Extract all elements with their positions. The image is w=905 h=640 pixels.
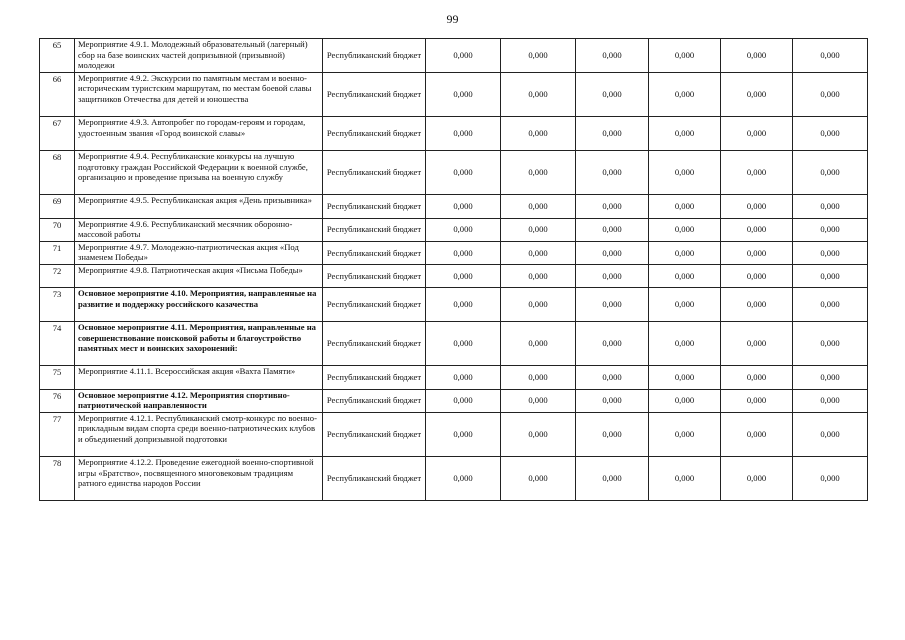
budget-value: 0,000 — [426, 457, 501, 501]
funding-source: Республиканский бюджет — [323, 195, 426, 218]
budget-value: 0,000 — [649, 321, 721, 365]
activity-name: Мероприятие 4.12.2. Проведение ежегодной военно-спортивной игры «Братство», посвященного многовековым традициям ратного единства народов России — [75, 457, 323, 501]
budget-value: 0,000 — [501, 457, 576, 501]
budget-value: 0,000 — [793, 72, 868, 116]
activity-name: Мероприятие 4.9.4. Республиканские конкурсы на лучшую подготовку граждан Российской Федерации к военной службе, организацию и проведение призыва на военную службу — [75, 150, 323, 194]
page-number: 99 — [446, 12, 459, 26]
table-row — [40, 195, 868, 218]
table-row — [40, 288, 868, 322]
row-number: 72 — [40, 264, 75, 287]
budget-value: 0,000 — [501, 366, 576, 389]
budget-value: 0,000 — [721, 366, 793, 389]
table-row — [40, 72, 868, 116]
budget-value: 0,000 — [649, 412, 721, 456]
budget-value: 0,000 — [426, 288, 501, 322]
budget-value: 0,000 — [576, 218, 649, 241]
budget-value: 0,000 — [649, 195, 721, 218]
budget-value: 0,000 — [576, 288, 649, 322]
activity-name: Основное мероприятие 4.11. Мероприятия, направленные на совершенствование поисковой работы и благоустройство памятных мест и воинских захоронений: — [75, 321, 323, 365]
budget-value: 0,000 — [793, 366, 868, 389]
budget-value: 0,000 — [649, 389, 721, 412]
row-number: 67 — [40, 117, 75, 151]
activity-name: Мероприятие 4.9.1. Молодежный образовательный (лагерный) сбор на базе воинских частей допризывной (призывной) молодежи — [75, 39, 323, 73]
budget-value: 0,000 — [649, 39, 721, 73]
budget-value: 0,000 — [721, 195, 793, 218]
funding-source: Республиканский бюджет — [323, 457, 426, 501]
budget-value: 0,000 — [576, 412, 649, 456]
budget-value: 0,000 — [501, 39, 576, 73]
budget-value: 0,000 — [576, 117, 649, 151]
budget-value: 0,000 — [793, 117, 868, 151]
activity-name: Основное мероприятие 4.12. Мероприятия спортивно-патриотической направленности — [75, 389, 323, 412]
row-number: 70 — [40, 218, 75, 241]
budget-value: 0,000 — [721, 241, 793, 264]
budget-value: 0,000 — [793, 39, 868, 73]
budget-value: 0,000 — [501, 264, 576, 287]
budget-value: 0,000 — [721, 117, 793, 151]
budget-value: 0,000 — [501, 117, 576, 151]
table-row — [40, 218, 868, 241]
row-number: 77 — [40, 412, 75, 456]
budget-value: 0,000 — [721, 218, 793, 241]
budget-value: 0,000 — [721, 389, 793, 412]
table-row — [40, 457, 868, 501]
budget-value: 0,000 — [576, 366, 649, 389]
table-row — [40, 321, 868, 365]
row-number: 68 — [40, 150, 75, 194]
budget-value: 0,000 — [576, 389, 649, 412]
budget-value: 0,000 — [426, 321, 501, 365]
table-row — [40, 39, 868, 73]
budget-value: 0,000 — [426, 218, 501, 241]
budget-value: 0,000 — [793, 412, 868, 456]
budget-value: 0,000 — [576, 72, 649, 116]
budget-value: 0,000 — [576, 241, 649, 264]
budget-value: 0,000 — [793, 195, 868, 218]
funding-source: Республиканский бюджет — [323, 264, 426, 287]
budget-value: 0,000 — [426, 264, 501, 287]
budget-value: 0,000 — [649, 241, 721, 264]
budget-value: 0,000 — [426, 241, 501, 264]
budget-value: 0,000 — [426, 72, 501, 116]
budget-value: 0,000 — [501, 150, 576, 194]
table-row — [40, 264, 868, 287]
budget-value: 0,000 — [576, 195, 649, 218]
funding-source: Республиканский бюджет — [323, 389, 426, 412]
budget-value: 0,000 — [721, 39, 793, 73]
budget-value: 0,000 — [721, 264, 793, 287]
activity-name: Мероприятие 4.11.1. Всероссийская акция «Вахта Памяти» — [75, 366, 323, 389]
table-row — [40, 412, 868, 456]
budget-value: 0,000 — [576, 264, 649, 287]
activity-name: Мероприятие 4.9.6. Республиканский месячник оборонно-массовой работы — [75, 218, 323, 241]
row-number: 69 — [40, 195, 75, 218]
budget-value: 0,000 — [576, 457, 649, 501]
budget-table — [39, 38, 868, 501]
activity-name: Мероприятие 4.9.8. Патриотическая акция «Письма Победы» — [75, 264, 323, 287]
budget-value: 0,000 — [426, 195, 501, 218]
budget-value: 0,000 — [721, 288, 793, 322]
row-number: 78 — [40, 457, 75, 501]
budget-value: 0,000 — [649, 264, 721, 287]
funding-source: Республиканский бюджет — [323, 288, 426, 322]
budget-value: 0,000 — [721, 412, 793, 456]
activity-name: Основное мероприятие 4.10. Мероприятия, направленные на развитие и поддержку российского казачества — [75, 288, 323, 322]
budget-value: 0,000 — [501, 195, 576, 218]
budget-value: 0,000 — [426, 366, 501, 389]
row-number: 75 — [40, 366, 75, 389]
row-number: 74 — [40, 321, 75, 365]
budget-value: 0,000 — [576, 150, 649, 194]
budget-value: 0,000 — [793, 321, 868, 365]
budget-value: 0,000 — [426, 389, 501, 412]
table-row — [40, 117, 868, 151]
budget-value: 0,000 — [793, 218, 868, 241]
budget-value: 0,000 — [649, 72, 721, 116]
table-row — [40, 241, 868, 264]
row-number: 66 — [40, 72, 75, 116]
budget-value: 0,000 — [426, 150, 501, 194]
budget-value: 0,000 — [501, 412, 576, 456]
budget-value: 0,000 — [501, 241, 576, 264]
budget-value: 0,000 — [649, 218, 721, 241]
budget-value: 0,000 — [501, 389, 576, 412]
funding-source: Республиканский бюджет — [323, 366, 426, 389]
budget-value: 0,000 — [576, 39, 649, 73]
budget-value: 0,000 — [793, 150, 868, 194]
funding-source: Республиканский бюджет — [323, 241, 426, 264]
row-number: 73 — [40, 288, 75, 322]
activity-name: Мероприятие 4.9.7. Молодежно-патриотическая акция «Под знаменем Победы» — [75, 241, 323, 264]
budget-value: 0,000 — [721, 150, 793, 194]
budget-value: 0,000 — [793, 457, 868, 501]
budget-value: 0,000 — [649, 117, 721, 151]
table-row — [40, 150, 868, 194]
budget-value: 0,000 — [576, 321, 649, 365]
row-number: 71 — [40, 241, 75, 264]
budget-value: 0,000 — [793, 264, 868, 287]
budget-value: 0,000 — [501, 288, 576, 322]
budget-value: 0,000 — [721, 321, 793, 365]
funding-source: Республиканский бюджет — [323, 117, 426, 151]
budget-value: 0,000 — [793, 389, 868, 412]
funding-source: Республиканский бюджет — [323, 218, 426, 241]
activity-name: Мероприятие 4.9.5. Республиканская акция «День призывника» — [75, 195, 323, 218]
table-row — [40, 366, 868, 389]
activity-name: Мероприятие 4.12.1. Республиканский смотр-конкурс по военно-прикладным видам спорта среди военно-патриотических клубов и объединений допризывной подготовки — [75, 412, 323, 456]
activity-name: Мероприятие 4.9.2. Экскурсии по памятным местам и военно-историческим туристским маршрутам, по местам боевой славы защитников Отечества для детей и юношества — [75, 72, 323, 116]
budget-value: 0,000 — [649, 150, 721, 194]
budget-value: 0,000 — [793, 288, 868, 322]
budget-value: 0,000 — [501, 72, 576, 116]
budget-value: 0,000 — [649, 288, 721, 322]
budget-value: 0,000 — [426, 39, 501, 73]
budget-value: 0,000 — [793, 241, 868, 264]
budget-value: 0,000 — [426, 412, 501, 456]
budget-value: 0,000 — [649, 457, 721, 501]
funding-source: Республиканский бюджет — [323, 321, 426, 365]
funding-source: Республиканский бюджет — [323, 72, 426, 116]
row-number: 76 — [40, 389, 75, 412]
budget-value: 0,000 — [501, 218, 576, 241]
funding-source: Республиканский бюджет — [323, 150, 426, 194]
funding-source: Республиканский бюджет — [323, 39, 426, 73]
funding-source: Республиканский бюджет — [323, 412, 426, 456]
budget-value: 0,000 — [649, 366, 721, 389]
budget-value: 0,000 — [501, 321, 576, 365]
budget-value: 0,000 — [721, 457, 793, 501]
budget-value: 0,000 — [426, 117, 501, 151]
budget-value: 0,000 — [721, 72, 793, 116]
table-row — [40, 389, 868, 412]
row-number: 65 — [40, 39, 75, 73]
activity-name: Мероприятие 4.9.3. Автопробег по городам-героям и городам, удостоенным звания «Город воинской славы» — [75, 117, 323, 151]
